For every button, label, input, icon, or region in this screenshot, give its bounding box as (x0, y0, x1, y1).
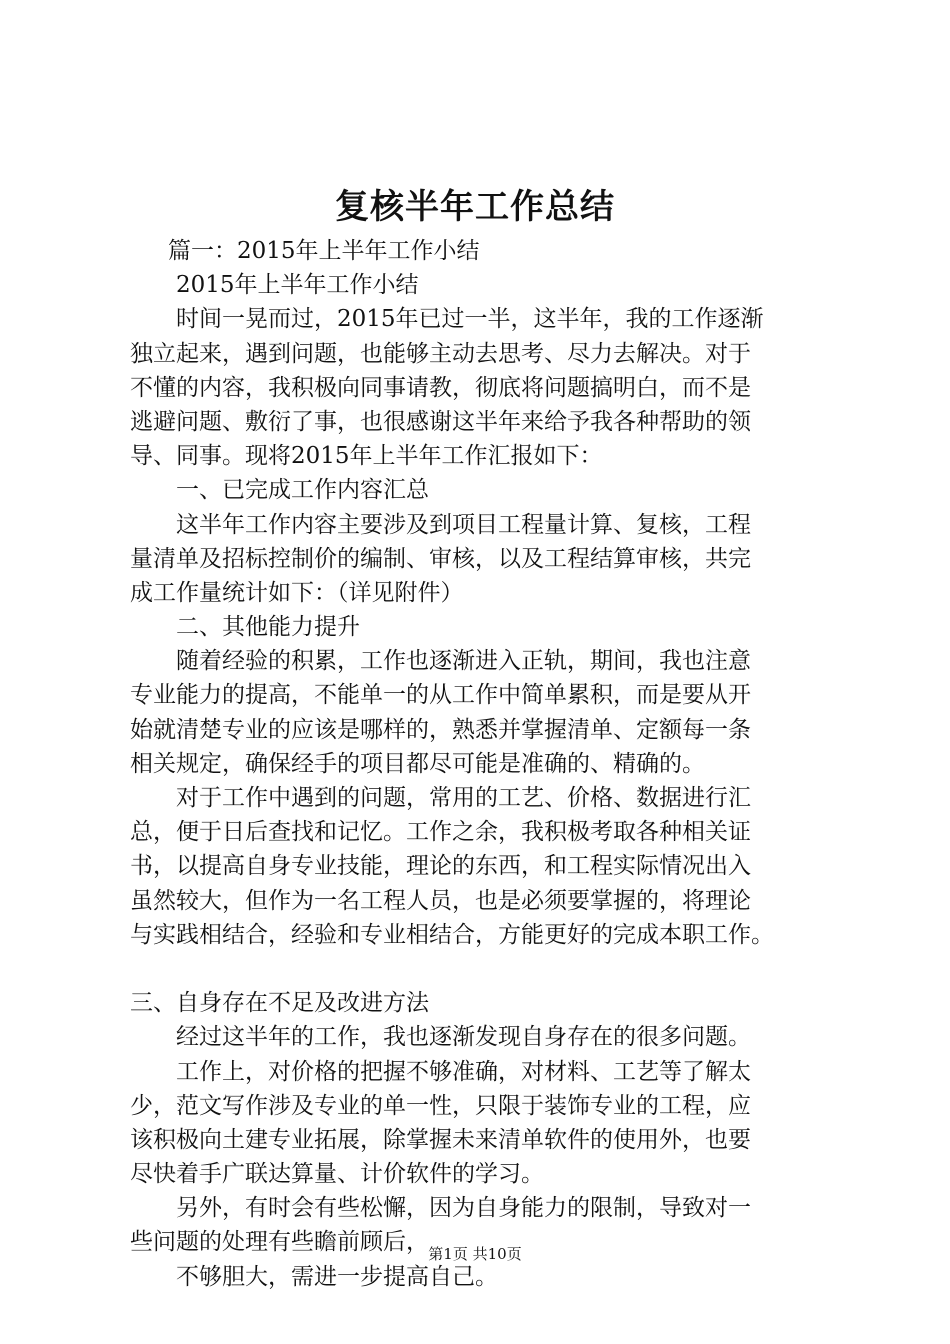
paragraph-line: 时间一晃而过，2015年已过一半，这半年，我的工作逐渐 (176, 306, 764, 333)
paragraph-line: 2015年上半年工作小结 (176, 272, 419, 299)
paragraph-line: 与实践相结合，经验和专业相结合，方能更好的完成本职工作。 (130, 921, 774, 948)
paragraph-line: 导、同事。现将2015年上半年工作汇报如下： (130, 443, 603, 470)
paragraph-line: 对于工作中遇到的问题，常用的工艺、价格、数据进行汇 (176, 785, 751, 811)
page-footer: 第1页 共10页 (428, 1245, 522, 1263)
paragraph-line: 相关规定，确保经手的项目都尽可能是准确的、精确的。 (130, 750, 705, 777)
paragraph-line: 不够胆大，需进一步提高自己。 (176, 1263, 498, 1290)
paragraph-line: 成工作量统计如下：（详见附件） (130, 579, 464, 606)
paragraph-line: 专业能力的提高，不能单一的从工作中简单累积，而是要从开 (130, 682, 751, 709)
paragraph-line: 该积极向土建专业拓展，除掌握未来清单软件的使用外，也要 (130, 1126, 751, 1153)
paragraph-line: 独立起来，遇到问题，也能够主动去思考、尽力去解决。对于 (130, 340, 751, 367)
paragraph-line: 三、自身存在不足及改进方法 (130, 990, 429, 1017)
paragraph-line: 些问题的处理有些瞻前顾后， (130, 1229, 429, 1256)
paragraph-line: 少，范文写作涉及专业的单一性，只限于装饰专业的工程，应 (130, 1092, 751, 1119)
paragraph-line: 一、已完成工作内容汇总 (176, 477, 429, 504)
paragraph-line: 不懂的内容，我积极向同事请教，彻底将问题搞明白，而不是 (130, 374, 751, 401)
document-title: 复核半年工作总结 (335, 187, 615, 227)
paragraph-line: 虽然较大，但作为一名工程人员，也是必须要掌握的，将理论 (130, 887, 751, 914)
paragraph-line: 工作上，对价格的把握不够准确，对材料、工艺等了解太 (176, 1058, 751, 1085)
paragraph-line: 量清单及招标控制价的编制、审核，以及工程结算审核，共完 (130, 545, 751, 572)
paragraph-line: 二、其他能力提升 (176, 614, 360, 641)
blank-line (130, 952, 842, 986)
paragraph-line: 这半年工作内容主要涉及到项目工程量计算、复核，工程 (176, 511, 751, 538)
paragraph-line: 书，以提高自身专业技能，理论的东西，和工程实际情况出入 (130, 853, 751, 880)
paragraph-line: 始就清楚专业的应该是哪样的，熟悉并掌握清单、定额每一条 (130, 716, 751, 743)
document-body (130, 234, 842, 1294)
paragraph-line: 篇一：2015年上半年工作小结 (168, 238, 480, 264)
paragraph-line: 总，便于日后查找和记忆。工作之余，我积极考取各种相关证 (130, 819, 751, 846)
paragraph-line: 逃避问题、敷衍了事，也很感谢这半年来给予我各种帮助的领 (130, 408, 751, 435)
paragraph-line: 另外，有时会有些松懈，因为自身能力的限制，导致对一 (176, 1195, 751, 1222)
paragraph-line: 尽快着手广联达算量、计价软件的学习。 (130, 1161, 544, 1188)
paragraph-line: 随着经验的积累，工作也逐渐进入正轨，期间，我也注意 (176, 648, 751, 675)
paragraph-line: 经过这半年的工作，我也逐渐发现自身存在的很多问题。 (176, 1024, 751, 1051)
